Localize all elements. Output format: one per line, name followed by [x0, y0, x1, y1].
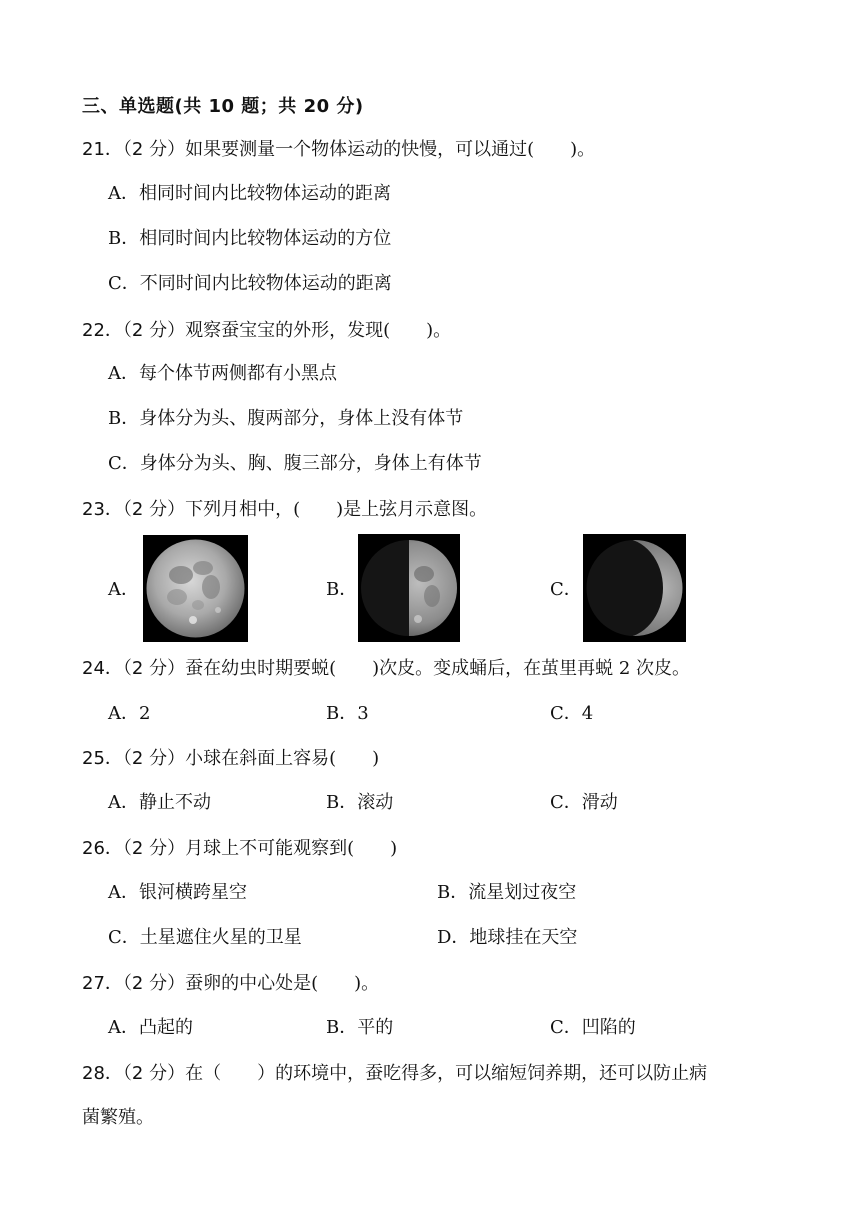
question-stem: 蚕卵的中心处是( )。 [185, 973, 380, 994]
question-points: （2 分） [122, 973, 186, 994]
question-number: 28． [82, 1063, 123, 1084]
option-23-c[interactable]: C． [550, 579, 582, 600]
option-23-a[interactable]: A． [108, 579, 139, 600]
section-title: 三、单选题(共 10 题；共 20 分) [82, 96, 364, 117]
option-25-b[interactable]: B．滚动 [326, 792, 394, 813]
question-stem: 小球在斜面上容易( ) [185, 748, 380, 769]
option-26-b[interactable]: B．流星划过夜空 [437, 882, 577, 903]
option-25-a[interactable]: A．静止不动 [108, 792, 211, 813]
option-27-c[interactable]: C．凹陷的 [550, 1017, 636, 1038]
question-stem: 在（ ）的环境中，蚕吃得多，可以缩短饲养期，还可以防止病 [185, 1063, 708, 1084]
question-number: 27． [82, 973, 123, 994]
question-stem: 观察蚕宝宝的外形，发现( )。 [185, 320, 452, 341]
option-25-c[interactable]: C．滑动 [550, 792, 618, 813]
question-21 [82, 136, 595, 164]
crescent-moon-icon [583, 534, 686, 642]
first-quarter-moon-image[interactable] [358, 534, 460, 642]
option-27-b[interactable]: B．平的 [326, 1017, 394, 1038]
option-24-b[interactable]: B．3 [326, 703, 369, 724]
option-24-a[interactable]: A．2 [108, 703, 151, 724]
question-points: （2 分） [122, 320, 186, 341]
question-points: （2 分） [122, 748, 186, 769]
question-number: 23． [82, 499, 123, 520]
question-27 [82, 970, 379, 998]
full-moon-icon [143, 535, 248, 642]
option-21-b[interactable]: B．相同时间内比较物体运动的方位 [108, 228, 392, 249]
question-28 [82, 1060, 707, 1088]
question-stem: 月球上不可能观察到( ) [185, 838, 398, 859]
question-stem: 如果要测量一个物体运动的快慢，可以通过( )。 [185, 139, 596, 160]
question-stem: 蚕在幼虫时期要蜕( )次皮。变成蛹后，在茧里再蜕 2 次皮。 [185, 658, 691, 679]
question-number: 26． [82, 838, 123, 859]
option-26-c[interactable]: C．土星遮住火星的卫星 [108, 927, 302, 948]
option-22-b[interactable]: B．身体分为头、腹两部分，身体上没有体节 [108, 408, 464, 429]
full-moon-image[interactable] [143, 535, 248, 642]
question-23 [82, 496, 487, 524]
question-points: （2 分） [122, 499, 186, 520]
question-points: （2 分） [122, 838, 186, 859]
question-number: 25． [82, 748, 123, 769]
option-24-c[interactable]: C．4 [550, 703, 594, 724]
option-23-b[interactable]: B． [326, 579, 358, 600]
question-points: （2 分） [122, 139, 186, 160]
question-22 [82, 317, 451, 345]
option-22-a[interactable]: A．每个体节两侧都有小黑点 [108, 363, 337, 384]
question-25 [82, 745, 379, 773]
question-26 [82, 835, 397, 863]
question-points: （2 分） [122, 1063, 186, 1084]
option-22-c[interactable]: C．身体分为头、胸、腹三部分，身体上有体节 [108, 453, 482, 474]
question-number: 24． [82, 658, 123, 679]
option-26-d[interactable]: D．地球挂在天空 [437, 927, 578, 948]
question-number: 22． [82, 320, 123, 341]
question-28-stem-continued: 菌繁殖。 [82, 1107, 154, 1128]
question-points: （2 分） [122, 658, 186, 679]
option-26-a[interactable]: A．银河横跨星空 [108, 882, 247, 903]
question-stem: 下列月相中，( )是上弦月示意图。 [185, 499, 488, 520]
question-number: 21． [82, 139, 123, 160]
crescent-moon-image[interactable] [583, 534, 686, 642]
option-21-c[interactable]: C．不同时间内比较物体运动的距离 [108, 273, 392, 294]
option-27-a[interactable]: A．凸起的 [108, 1017, 193, 1038]
question-24 [82, 655, 690, 683]
option-21-a[interactable]: A．相同时间内比较物体运动的距离 [108, 183, 391, 204]
half-moon-icon [358, 534, 460, 642]
